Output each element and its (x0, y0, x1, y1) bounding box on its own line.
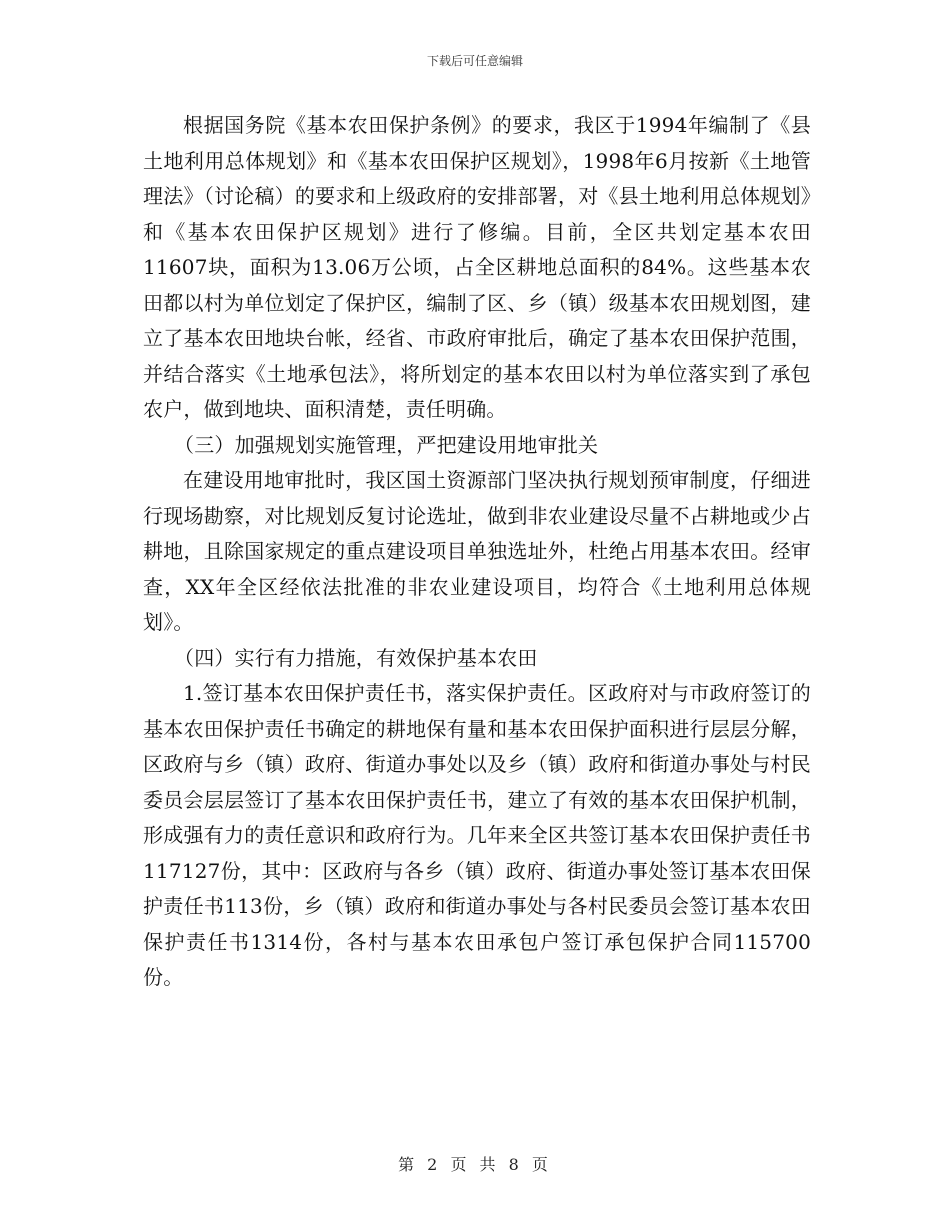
paragraph-land-approval: 在建设用地审批时，我区国土资源部门坚决执行规划预审制度，仔细进行现场勘察，对比规划反复讨论选址，做到非农业建设尽量不占耕地或少占耕地，且除国家规定的重点建设项目单独选址外，杜绝占用基本农田。经审查，XX年全区经依法批准的非农业建设项目，均符合《土地利用总体规划》。 (143, 468, 811, 634)
section-heading-4: （四）实行有力措施，有效保护基本农田 (174, 645, 538, 670)
page-number-footer: 第 2 页 共 8 页 (398, 1155, 552, 1174)
section-heading-3: （三）加强规划实施管理，严把建设用地审批关 (174, 432, 599, 457)
document-body (143, 108, 811, 996)
paragraph-responsibility-agreements: 1.签订基本农田保护责任书，落实保护责任。区政府对与市政府签订的基本农田保护责任书确定的耕地保有量和基本农田保护面积进行层层分解，区政府与乡（镇）政府、街道办事处以及乡（镇）政府和街道办事处与村民委员会层层签订了基本农田保护责任书，建立了有效的基本农田保护机制，形成强有力的责任意识和政府行为。几年来全区共签订基本农田保护责任书117127份，其中：区政府与各乡（镇）政府、街道办事处签订基本农田保护责任书113份，乡（镇）政府和街道办事处与各村民委员会签订基本农田保护责任书1314份，各村与基本农田承包户签订承包保护合同115700份。 (143, 681, 811, 989)
page-header-note: 下载后可任意编辑 (426, 54, 523, 68)
paragraph-planning-basic-farmland: 根据国务院《基本农田保护条例》的要求，我区于1994年编制了《县土地利用总体规划》和《基本农田保护区规划》，1998年6月按新《土地管理法》（讨论稿）的要求和上级政府的安排部署，对《县土地利用总体规划》和《基本农田保护区规划》进行了修编。目前，全区共划定基本农田11607块，面积为13.06万公顷，占全区耕地总面积的84%。这些基本农田都以村为单位划定了保护区，编制了区、乡（镇）级基本农田规划图，建立了基本农田地块台帐，经省、市政府审批后，确定了基本农田保护范围，并结合落实《土地承包法》，将所划定的基本农田以村为单位落实到了承包农户，做到地块、面积清楚，责任明确。 (143, 113, 811, 421)
